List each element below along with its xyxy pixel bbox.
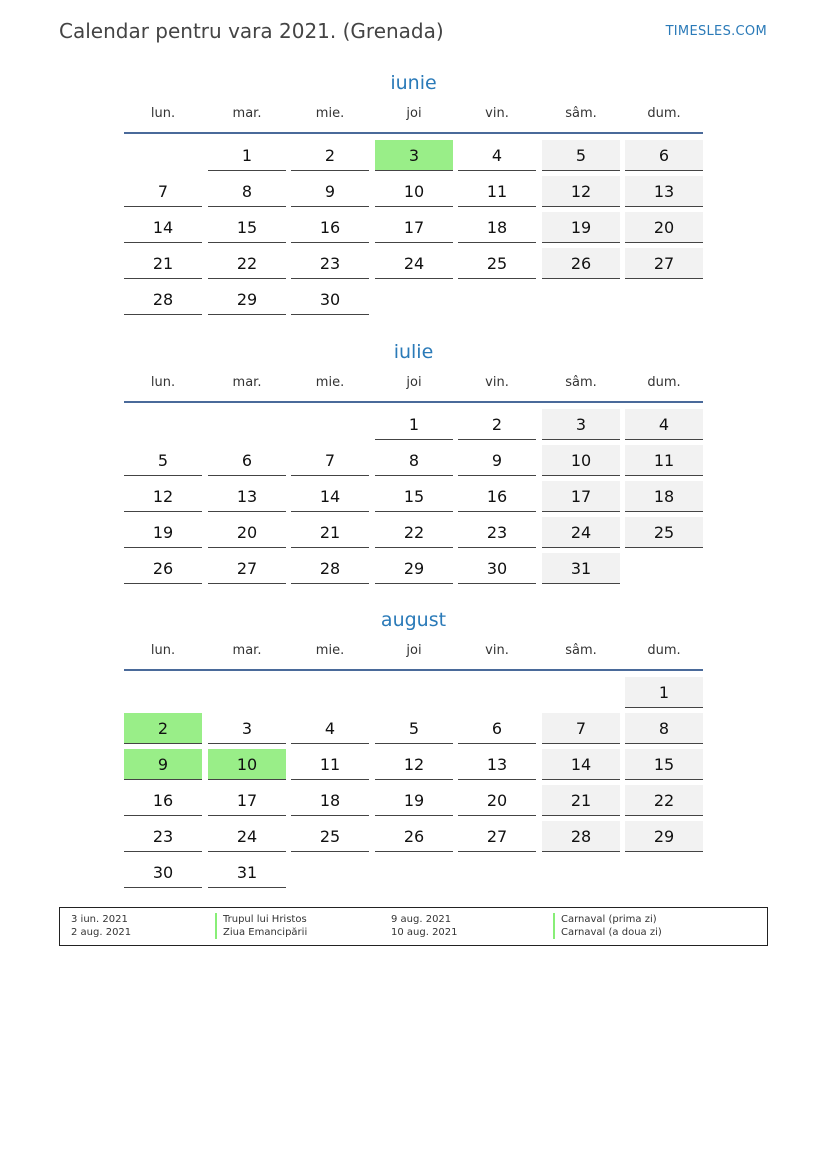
legend-date: 3 iun. 2021 (71, 914, 128, 925)
day-cell: 8 (375, 445, 453, 476)
day-cell: 9 (458, 445, 536, 476)
weekday-header (124, 369, 703, 403)
day-cell: 20 (208, 517, 286, 548)
month-august (124, 607, 703, 882)
day-cell: 3 (542, 409, 620, 440)
day-cell-holiday: 2 (124, 713, 202, 744)
day-cell: 13 (208, 481, 286, 512)
weekday-label: vin. (485, 106, 509, 121)
day-cell: 5 (124, 445, 202, 476)
weekday-label: mar. (232, 375, 262, 390)
weekday-label: sâm. (565, 375, 597, 390)
day-cell: 21 (124, 248, 202, 279)
day-cell: 24 (208, 821, 286, 852)
weekday-label: dum. (647, 643, 681, 658)
day-cell: 29 (208, 284, 286, 315)
legend-date: 10 aug. 2021 (391, 927, 458, 938)
weekday-label: mar. (232, 106, 262, 121)
day-cell: 29 (625, 821, 703, 852)
day-cell: 12 (542, 176, 620, 207)
day-cell: 27 (625, 248, 703, 279)
day-cell: 26 (124, 553, 202, 584)
day-cell: 26 (375, 821, 453, 852)
weekday-label: lun. (150, 643, 176, 658)
day-cell: 16 (458, 481, 536, 512)
day-cell: 3 (208, 713, 286, 744)
day-cell: 14 (542, 749, 620, 780)
day-cell: 28 (291, 553, 369, 584)
day-cell: 30 (124, 857, 202, 888)
legend-holiday-name: Carnaval (prima zi) (553, 913, 657, 926)
day-cell: 23 (291, 248, 369, 279)
day-cell: 31 (542, 553, 620, 584)
legend-row (60, 926, 765, 939)
day-cell: 29 (375, 553, 453, 584)
month-title: iunie (390, 72, 437, 94)
day-cell: 16 (124, 785, 202, 816)
day-cell: 20 (458, 785, 536, 816)
day-cell: 20 (625, 212, 703, 243)
day-cell: 22 (208, 248, 286, 279)
day-cell: 16 (291, 212, 369, 243)
day-cell: 7 (124, 176, 202, 207)
month-june (124, 70, 703, 314)
day-cell: 13 (458, 749, 536, 780)
legend-date: 9 aug. 2021 (391, 914, 452, 925)
month-july (124, 339, 703, 583)
day-cell: 5 (375, 713, 453, 744)
day-cell: 11 (291, 749, 369, 780)
weekday-label: joi (406, 643, 422, 658)
holiday-legend (59, 907, 768, 946)
weekday-label: vin. (485, 643, 509, 658)
day-grid (124, 671, 703, 882)
weekday-header (124, 637, 703, 671)
day-cell: 2 (291, 140, 369, 171)
day-cell: 10 (542, 445, 620, 476)
day-cell: 13 (625, 176, 703, 207)
day-cell: 23 (458, 517, 536, 548)
weekday-label: lun. (150, 375, 176, 390)
day-cell: 8 (625, 713, 703, 744)
day-cell: 11 (625, 445, 703, 476)
day-cell: 5 (542, 140, 620, 171)
day-cell: 17 (375, 212, 453, 243)
weekday-label: mie. (315, 375, 345, 390)
day-cell: 1 (208, 140, 286, 171)
weekday-header (124, 100, 703, 134)
day-cell: 25 (625, 517, 703, 548)
day-cell: 30 (291, 284, 369, 315)
day-cell: 7 (291, 445, 369, 476)
day-cell: 19 (124, 517, 202, 548)
day-cell-holiday: 3 (375, 140, 453, 171)
day-cell: 22 (375, 517, 453, 548)
day-cell-holiday: 10 (208, 749, 286, 780)
day-cell: 6 (208, 445, 286, 476)
month-title: august (380, 609, 447, 631)
month-title: iulie (393, 341, 434, 363)
day-cell: 21 (542, 785, 620, 816)
day-cell: 12 (124, 481, 202, 512)
weekday-label: lun. (150, 106, 176, 121)
weekday-label: sâm. (565, 643, 597, 658)
day-cell: 25 (291, 821, 369, 852)
day-cell: 26 (542, 248, 620, 279)
weekday-label: joi (406, 375, 422, 390)
day-cell-holiday: 9 (124, 749, 202, 780)
day-cell: 19 (542, 212, 620, 243)
day-cell: 10 (375, 176, 453, 207)
page-title: Calendar pentru vara 2021. (Grenada) (59, 19, 444, 43)
day-cell: 22 (625, 785, 703, 816)
weekday-label: mar. (232, 643, 262, 658)
day-cell: 18 (291, 785, 369, 816)
day-cell: 4 (291, 713, 369, 744)
day-cell: 15 (375, 481, 453, 512)
weekday-label: joi (406, 106, 422, 121)
weekday-label: sâm. (565, 106, 597, 121)
day-cell: 31 (208, 857, 286, 888)
day-cell: 17 (542, 481, 620, 512)
day-cell: 8 (208, 176, 286, 207)
legend-date: 2 aug. 2021 (71, 927, 132, 938)
day-cell: 12 (375, 749, 453, 780)
day-cell: 28 (542, 821, 620, 852)
day-cell: 4 (625, 409, 703, 440)
day-cell: 24 (375, 248, 453, 279)
legend-holiday-name: Trupul lui Hristos (215, 913, 307, 926)
day-cell: 9 (291, 176, 369, 207)
day-cell: 18 (458, 212, 536, 243)
day-cell: 4 (458, 140, 536, 171)
day-cell: 17 (208, 785, 286, 816)
day-cell: 7 (542, 713, 620, 744)
day-cell: 24 (542, 517, 620, 548)
day-cell: 25 (458, 248, 536, 279)
day-cell: 6 (625, 140, 703, 171)
day-cell: 18 (625, 481, 703, 512)
weekday-label: dum. (647, 106, 681, 121)
day-cell: 14 (291, 481, 369, 512)
weekday-label: mie. (315, 106, 345, 121)
legend-row (60, 913, 765, 926)
day-cell: 15 (208, 212, 286, 243)
day-cell: 6 (458, 713, 536, 744)
legend-holiday-name: Carnaval (a doua zi) (553, 926, 662, 939)
day-cell: 21 (291, 517, 369, 548)
day-grid (124, 134, 703, 314)
day-cell: 15 (625, 749, 703, 780)
day-cell: 27 (458, 821, 536, 852)
day-cell: 11 (458, 176, 536, 207)
day-cell: 23 (124, 821, 202, 852)
brand-link[interactable]: TIMESLES.COM (665, 24, 767, 39)
day-cell: 30 (458, 553, 536, 584)
day-cell: 14 (124, 212, 202, 243)
day-grid (124, 403, 703, 583)
day-cell: 27 (208, 553, 286, 584)
weekday-label: mie. (315, 643, 345, 658)
day-cell: 28 (124, 284, 202, 315)
legend-holiday-name: Ziua Emancipării (215, 926, 307, 939)
day-cell: 19 (375, 785, 453, 816)
day-cell: 2 (458, 409, 536, 440)
day-cell: 1 (625, 677, 703, 708)
day-cell: 1 (375, 409, 453, 440)
weekday-label: dum. (647, 375, 681, 390)
weekday-label: vin. (485, 375, 509, 390)
